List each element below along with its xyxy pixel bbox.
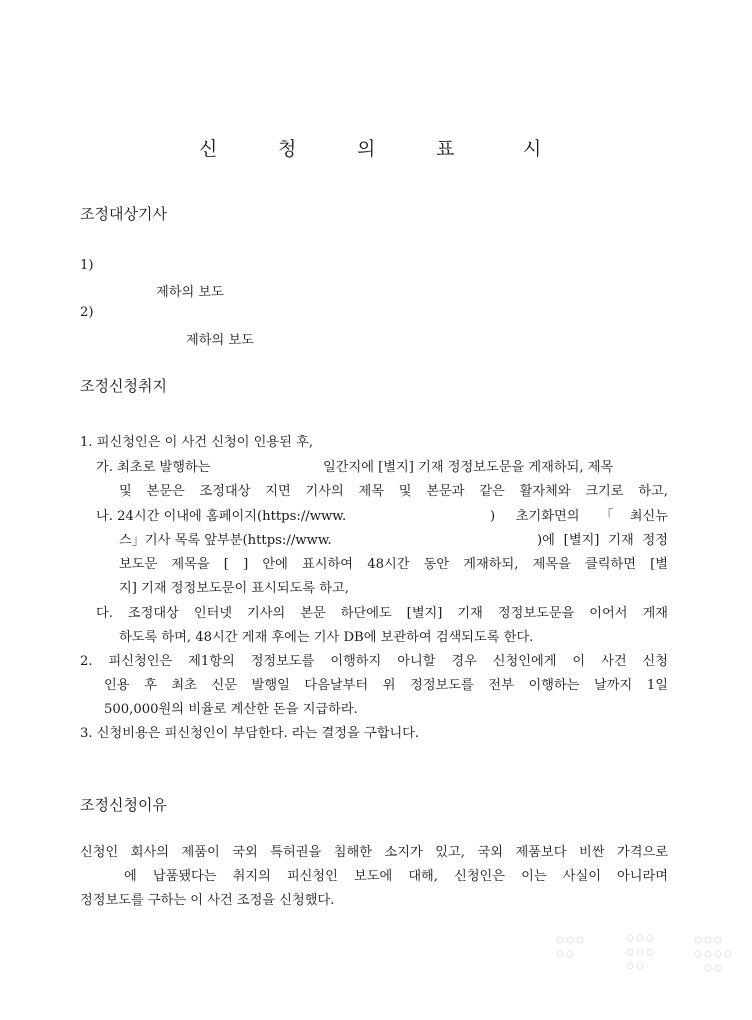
purpose-line: 보도문 제목을 [ ] 안에 표시하여 48시간 동안 게재하되, 제목을 클릭하면 [별 bbox=[119, 557, 668, 572]
section-heading-purpose: 조정신청취지 bbox=[80, 377, 167, 395]
reason-line: 신청인 회사의 제품이 국외 특허권을 침해한 소지가 있고, 국외 제품보다 비싼 가격으로 bbox=[80, 845, 668, 860]
title-char-3: 의 bbox=[357, 138, 376, 160]
purpose-line: 스」기사 목록 앞부분(https://www. bbox=[119, 533, 332, 548]
section-heading-reason: 조정신청이유 bbox=[80, 796, 167, 814]
faint-watermark bbox=[548, 928, 738, 988]
reason-line: 에 납품됐다는 취지의 피신청인 보도에 대해, 신청인은 이는 사실이 아니라며 bbox=[124, 869, 668, 884]
purpose-line: 일간지에 [별지] 기재 정정보도문을 게재하되, 제목 bbox=[323, 460, 614, 475]
purpose-line: 나. 24시간 이내에 홈페이지(https://www. bbox=[96, 509, 347, 524]
title-char-2: 청 bbox=[278, 138, 297, 160]
title-char-4: 표 bbox=[436, 138, 455, 160]
purpose-line: 다. 조정대상 인터넷 기사의 본문 하단에도 [별지] 기재 정정보도문을 이어서 게재 bbox=[96, 606, 668, 621]
purpose-line: 500,000원의 비율로 계산한 돈을 지급하라. bbox=[104, 702, 358, 717]
title-char-1: 신 bbox=[199, 138, 218, 160]
purpose-line: 지] 기재 정정보도문이 표시되도록 하고, bbox=[119, 581, 349, 596]
document-title bbox=[0, 134, 752, 160]
purpose-line: ) 초기화면의 「최신뉴 bbox=[490, 509, 668, 524]
purpose-line: 및 본문은 조정대상 지면 기사의 제목 및 본문과 같은 활자체와 크기로 하고, bbox=[119, 484, 668, 499]
purpose-line: 가. 최초로 발행하는 bbox=[96, 460, 211, 475]
purpose-line: )에 [별지] 기재 정정 bbox=[537, 533, 668, 548]
reason-line: 정정보도를 구하는 이 사건 조정을 신청했다. bbox=[80, 893, 335, 908]
target-item-2-number: 2) bbox=[80, 305, 94, 320]
target-item-2-text: 제하의 보도 bbox=[186, 333, 254, 348]
purpose-line: 2. 피신청인은 제1항의 정정보도를 이행하지 아니할 경우 신청인에게 이 사건 신청 bbox=[80, 654, 668, 669]
target-item-1-number: 1) bbox=[80, 258, 94, 273]
purpose-line: 3. 신청비용은 피신청인이 부담한다. 라는 결정을 구합니다. bbox=[80, 726, 420, 741]
section-heading-target: 조정대상기사 bbox=[80, 205, 167, 223]
purpose-line: 인용 후 최초 신문 발행일 다음날부터 위 정정보도를 전부 이행하는 날까지 1일 bbox=[104, 678, 668, 693]
purpose-line: 1. 피신청인은 이 사건 신청이 인용된 후, bbox=[80, 435, 314, 450]
target-item-1-text: 제하의 보도 bbox=[156, 285, 224, 300]
title-char-5: 시 bbox=[523, 138, 542, 160]
purpose-line: 하도록 하며, 48시간 게재 후에는 기사 DB에 보관하여 검색되도록 한다. bbox=[119, 630, 534, 645]
